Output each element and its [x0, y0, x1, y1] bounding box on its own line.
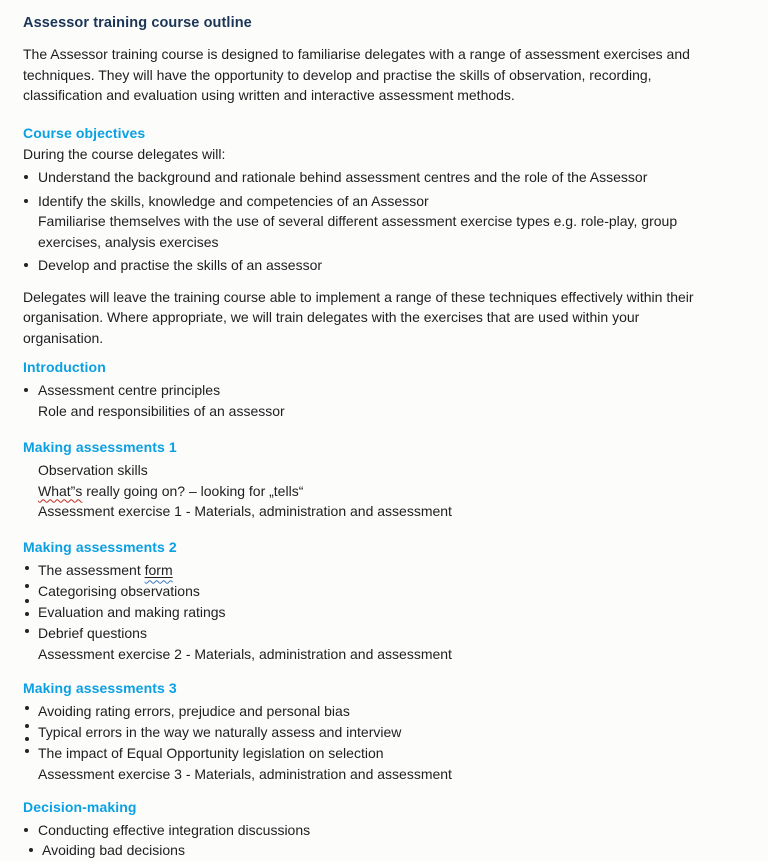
list-item [23, 460, 744, 481]
paragraph-line: techniques. They will have the opportunity to develop and practise the skills of observation, recording, [23, 66, 652, 83]
list-item-text: Develop and practise the skills of an assessor [38, 257, 323, 273]
paragraph-line: Delegates will leave the training course able to implement a range of these techniques effectively within their [23, 288, 694, 305]
list-item-text: really going on? – looking for „tells“ [82, 482, 304, 499]
paragraph-line: The Assessor training course is designed to familiarise delegates with a range of assessment exercises and [23, 46, 690, 62]
misspelled-word: What”s [38, 482, 83, 499]
list-item-text: Observation skills [38, 462, 148, 478]
heading-making-assessments-1: Making assessments 1 [23, 439, 177, 455]
list-item [23, 560, 744, 581]
making-assessments-1-list [23, 460, 744, 522]
list-item-text: The assessment [38, 561, 145, 578]
list-item [23, 401, 744, 422]
outro-paragraph [23, 287, 744, 349]
bullet-icon [24, 388, 28, 392]
decision-making-list [23, 820, 744, 861]
list-item [23, 191, 744, 253]
form-link[interactable]: form [144, 561, 173, 578]
list-item [23, 722, 744, 743]
list-item [23, 820, 744, 841]
list-item-text: Categorising observations [38, 582, 200, 599]
list-item-text: Assessment exercise 1 - Materials, administration and assessment [38, 503, 452, 519]
heading-course-objectives: Course objectives [23, 124, 146, 141]
list-item-text: Evaluation and making ratings [38, 603, 226, 620]
list-item [23, 743, 744, 764]
list-item [23, 701, 744, 722]
list-item-text: Avoiding rating errors, prejudice and personal bias [38, 702, 350, 719]
heading-introduction: Introduction [23, 359, 106, 375]
bullet-icon [24, 263, 28, 267]
list-item [23, 380, 744, 401]
paragraph-line: organisation. Where appropriate, we will train delegates with the exercises that are used within your [23, 309, 640, 325]
page-title: Assessor training course outline [23, 15, 252, 31]
bullet-icon [29, 848, 33, 852]
list-item-text: Assessment centre principles [38, 382, 221, 398]
list-item-continuation: exercises, analysis exercises [38, 233, 219, 250]
list-item-continuation: Familiarise themselves with the use of several different assessment exercise types e.g. role-play, group [38, 213, 678, 229]
list-item [23, 481, 744, 502]
grammar-squiggle [145, 562, 173, 578]
objectives-lead: During the course delegates will: [23, 145, 226, 162]
introduction-list [23, 380, 744, 421]
list-item-text: Typical errors in the way we naturally assess and interview [38, 723, 402, 740]
list-item [23, 602, 744, 623]
heading-making-assessments-2: Making assessments 2 [23, 538, 177, 555]
list-item [23, 623, 744, 644]
list-item [23, 581, 744, 602]
list-item [23, 840, 744, 861]
list-item [23, 167, 744, 188]
list-item-text: Assessment exercise 2 - Materials, administration and assessment [38, 645, 452, 662]
list-item [23, 644, 744, 665]
list-item-text: Identify the skills, knowledge and competencies of an Assessor [38, 192, 429, 209]
heading-making-assessments-3: Making assessments 3 [23, 679, 177, 696]
making-assessments-2-list [23, 560, 744, 665]
list-item-text: Assessment exercise 3 - Materials, administration and assessment [38, 765, 452, 782]
list-item [23, 501, 744, 522]
paragraph-line: organisation. [23, 329, 104, 346]
list-item [23, 255, 744, 276]
bullet-icon [24, 175, 28, 179]
list-item-text: Role and responsibilities of an assessor [38, 402, 285, 419]
list-item-text: Avoiding bad decisions [42, 842, 185, 858]
intro-paragraph [23, 44, 744, 106]
bullet-icon [24, 199, 28, 203]
list-item-text: Understand the background and rationale behind assessment centres and the role of the Assessor [38, 169, 648, 185]
list-item-text: The impact of Equal Opportunity legislation on selection [38, 744, 384, 761]
heading-decision-making: Decision-making [23, 798, 137, 815]
list-item-text: Debrief questions [38, 624, 147, 641]
objectives-list [23, 167, 744, 276]
list-item [23, 764, 744, 785]
paragraph-line: classification and evaluation using written and interactive assessment methods. [23, 87, 515, 103]
bullet-icon [24, 828, 28, 832]
making-assessments-3-list [23, 701, 744, 785]
list-item-text: Conducting effective integration discussions [38, 821, 311, 838]
